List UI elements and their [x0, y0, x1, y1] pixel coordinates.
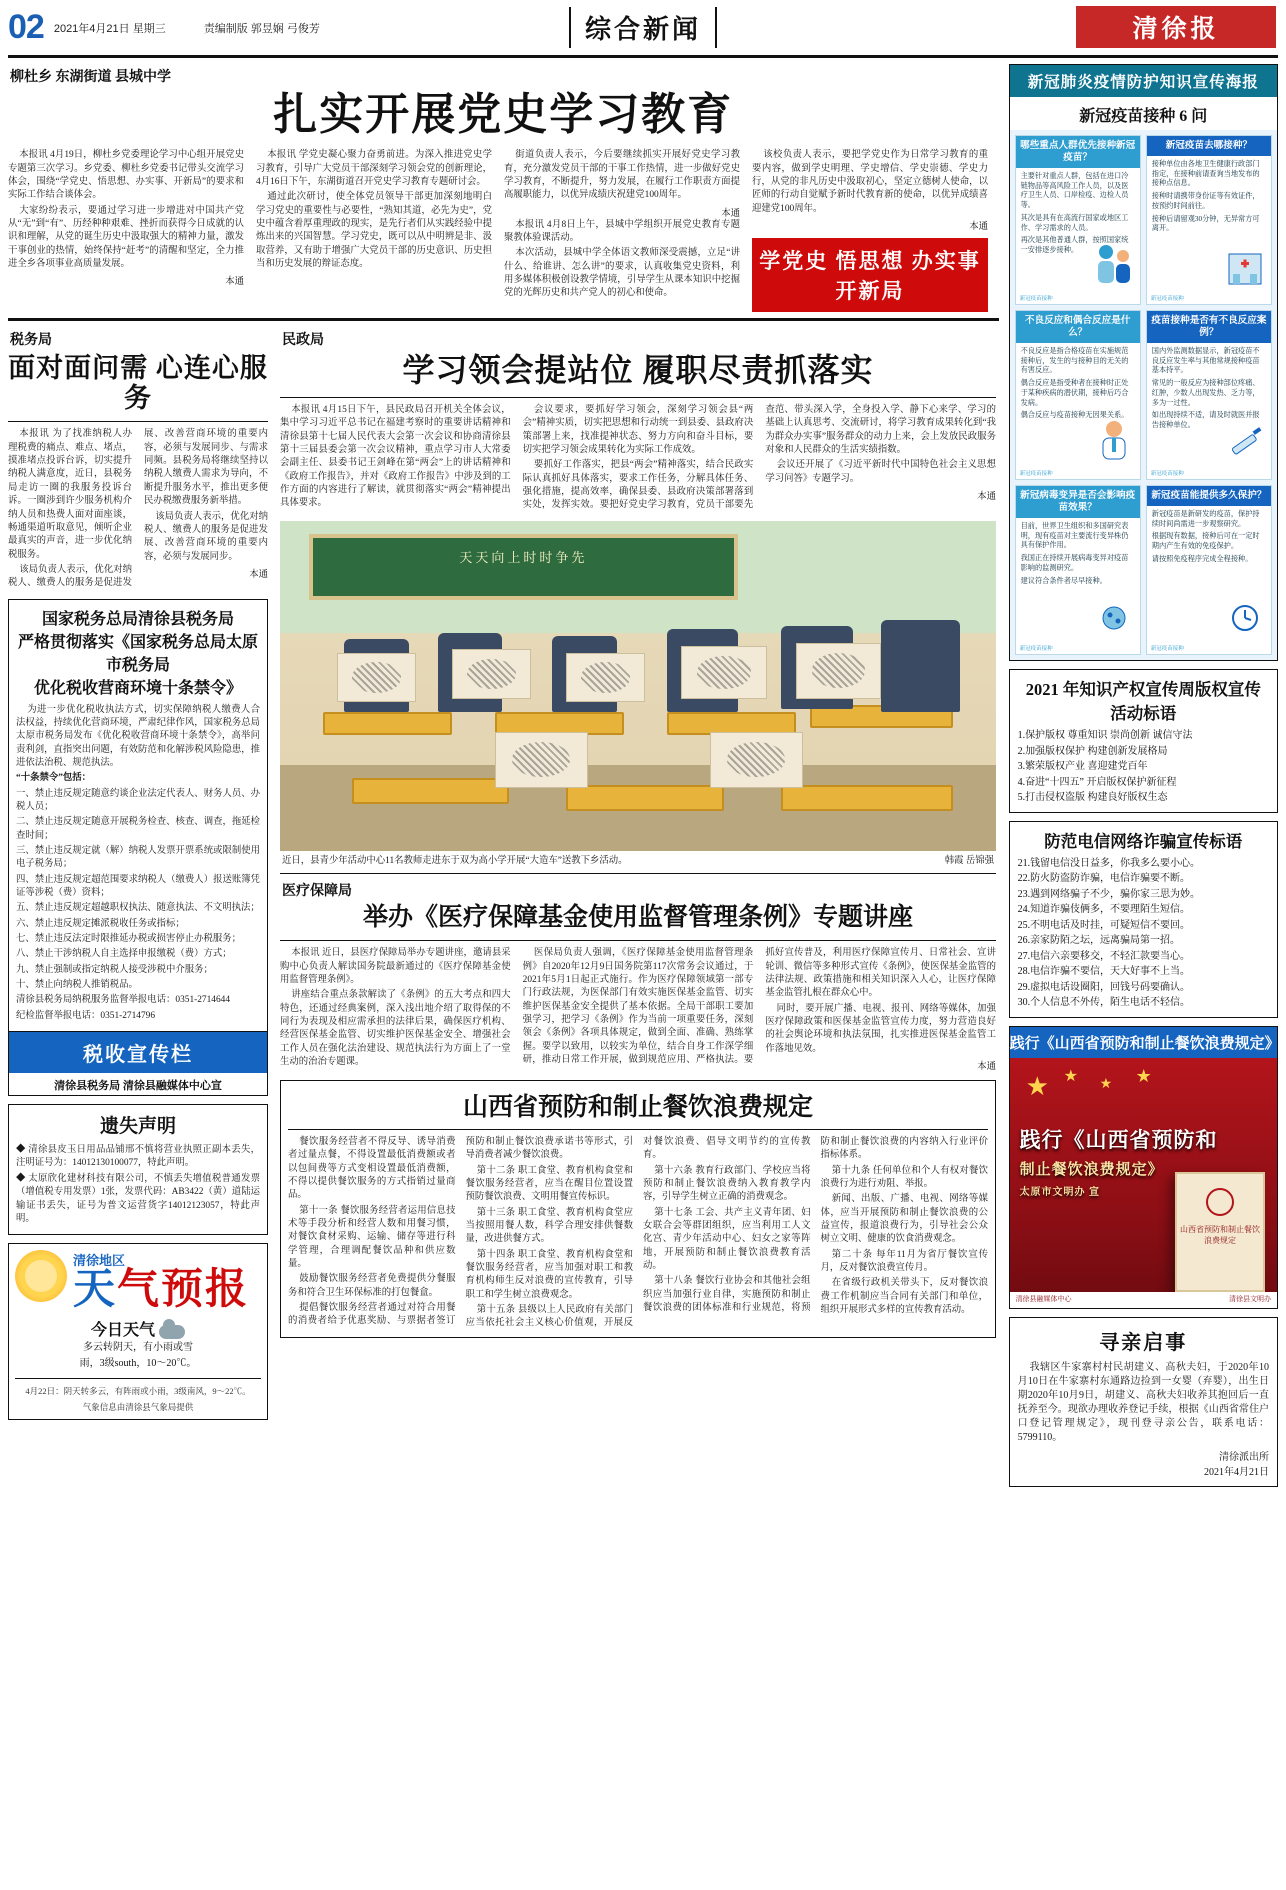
promo-title-line-1: 践行《山西省预防和: [1019, 1127, 1218, 1152]
notice-body: 我辖区牛家寨村村民胡建义、高秋夫妇，于2020年10月10日在牛家寨村东通路边捡到一女婴（弃婴），出生日期2020年10月9日，胡建义、高秋夫妇收养其抱回后一直抚养至今。现欲办理收养登记手续，根据《山西省常住户口登记管理规定》，现刊登寻亲公告，联系电话：5799110。: [1017, 1361, 1269, 1444]
divider: [280, 397, 996, 398]
byline: 本通: [249, 569, 268, 580]
paragraph: 第十四条 职工食堂、教育机构食堂和餐饮服务经营者，应当加强对职工和教育机构师生反对浪费的宣传教育，引导职工和学生树立浪费观念。: [465, 1249, 633, 1300]
paragraph: 本报讯 学党史凝心聚力奋勇前进。为深入推进党史学习教育，引导广大党员干部深刻学习领会党的创新理论，4月16日下午，东湖街道召开党史学习教育专题研讨会。: [256, 150, 492, 187]
paragraph: 第十七条 工会、共产主义青年团、妇女联合会等群团组织，应当利用工人文化宫、青少年活动中心、妇女之家等阵地，开展预防和制止餐饮浪费教育活动。: [643, 1207, 811, 1272]
card-title: 不良反应和偶合反应是什么？: [1016, 311, 1140, 343]
card-body: [1147, 156, 1271, 241]
star-icon: ★: [1135, 1065, 1152, 1086]
byline: 本通: [977, 491, 996, 502]
top-story: [8, 66, 999, 312]
weather-brand-2: 气预报: [117, 1267, 250, 1314]
vaccine-poster-head: 新冠肺炎疫情防护知识宣传海报: [1010, 65, 1277, 97]
paragraph: 要抓好工作落实，把县“两会”精神落实，结合民政实际认真抓好具体落实，要求工作任务，分解具体任务、强化措施，提高效率，确保县委、县政府决策部署落到实处，发挥实效。要把好党史学习教育，党员干部要先查范、带头深入学，全身投入学、静下心来学、学习的基础上认真思考、交流研讨，将学习教育成果转化到“我为群众办实事”服务群众的动力上来，会上发放民政服务对象和人民群众的生活实绩指数。: [522, 404, 996, 511]
card-line: 新冠疫苗是新研发的疫苗，保护持续时间尚需进一步观察研究。: [1151, 509, 1260, 528]
card-body: [1016, 518, 1140, 593]
photo-byline: 韩霞 岳锦强: [944, 855, 994, 866]
loss-declaration-title: 遗失声明: [99, 1116, 176, 1138]
paragraph: 七、禁止违反法定时限推延办税或损害停止办税服务；: [16, 934, 242, 945]
paragraph: 餐饮服务经营者不得反导、诱导消费者过量点餐，不得设置最低消费额或者以包间费等方式变相设置最低消费额，不得以提供餐饮服务的方式指销过量商品。: [288, 1137, 456, 1201]
paragraph: 该局负责人表示，优化对纳税人、缴费人的服务是促进发展、改善营商环境的重要内容，必须与发展同步、与需求同频。县税务局将继续坚持以纳税人缴费人需求为导向，不断提升服务水平，推出更多便民办税缴费服务新举措。: [8, 429, 268, 589]
card-line: 建议符合条件者尽早接种。: [1020, 576, 1107, 585]
paper-logo: 清徐报: [1076, 6, 1276, 48]
ip-slogan-item: 2.加强版权保护 构建创新发展格局: [1017, 745, 1168, 757]
paragraph: 本报讯 4月19日，柳杜乡党委理论学习中心组开展党史专题第三次学习。乡党委、柳杜乡党委书记带头交流学习体会，围绕“学党史、悟思想、办实事、开新局”的要求和实际工作结合谈体会。: [8, 150, 244, 201]
tax-promo-strip: [8, 1032, 268, 1096]
paragraph: 同时，要开展广播、电视、报刊、网络等媒体，加强医疗保障政策和医保基金监管宣传力度，努力营造良好的社会舆论环境和执法氛围，扎实推进医保基金监管工作落地见效。: [765, 1003, 996, 1054]
card-line: 再次是其他普通人群，按照国家统一安排逐步接种。: [1020, 236, 1129, 254]
paragraph: 本次活动，县城中学全体语文教师深受震撼，立足“讲什么、给谁讲、怎么讲”的要求，认真收集党史资料，利用多媒体积极创设教学情境，引导学生从课本知识中挖掘党的光辉历史和共产党人的初心和使命。: [504, 248, 740, 299]
paragraph: 第十一条 餐饮服务经营者运用信息技术等手段分析和经营人数和用餐习惯，对餐饮食材采购、运输、储存等进行科学管理，合理调配餐饮品种和供应数量。: [288, 1205, 456, 1270]
card-line: 根据现有数据，接种后可在一定时期内产生有效的免疫保护。: [1151, 532, 1260, 551]
promo-footer: [1010, 1292, 1277, 1308]
ip-slogan-item: 5.打击侵权盗版 构建良好版权生态: [1017, 792, 1168, 803]
photo-caption-row: [280, 851, 996, 868]
top-story-headline: 扎实开展党史学习教育: [273, 90, 734, 139]
paragraph: 第十八条 餐饮行业协会和其他社会组织应当加强行业自律，实施预防和制止餐饮浪费的团体标准和行业规范，将预防和制止餐饮浪费的内容纳入行业评价指标体系。: [643, 1137, 988, 1314]
paragraph: 新闻、出版、广播、电视、网络等媒体，应当开展预防和制止餐饮浪费的公益宣传，报道浪费行为，引导社会公众树立文明、健康的饮食消费观念。: [820, 1194, 988, 1245]
top-story-col-1: [8, 149, 244, 312]
paragraph: 四、禁止违反规定超范围要求纳税人（缴费人）报送账簿凭证等涉税（费）资料；: [16, 874, 260, 899]
star-icon: ★: [1099, 1076, 1113, 1092]
virus-icon: [1092, 590, 1136, 642]
weather-widget: [8, 1243, 268, 1420]
ip-slogan-box: [1009, 669, 1278, 813]
paragraph: 为进一步优化税收执法方式，切实保障纳税人缴费人合法权益，持续优化营商环境，严肃纪律作风，国家税务总局太原市税务局发布《优化税收营商环境十条禁令》，高举问责利剑，直指突出问题，有效防范和化解涉税风险隐患，推进依法治税、规范执法。: [16, 704, 260, 768]
card-line: 接种后请留观30分钟，无异常方可离开。: [1151, 214, 1260, 233]
promo-footer-left: 清徐县融媒体中心: [1015, 1294, 1072, 1303]
vaccine-card-grid: [1010, 130, 1277, 660]
desk: [352, 778, 510, 804]
card-title: 新冠疫苗能提供多久保护？: [1147, 486, 1271, 506]
star-icon: ★: [1063, 1067, 1078, 1085]
vaccine-poster-sub: 新冠疫苗接种 6 问: [1079, 108, 1208, 125]
paragraph: 二、禁止违反规定随意开展税务检查、核查、调查，拖延检查时间；: [16, 817, 260, 841]
promo-artwork: [1010, 1058, 1277, 1308]
fraud-slogan-item: 30.个人信息不外传，陌生电话不轻信。: [1017, 997, 1191, 1008]
photo-blackboard: [309, 534, 739, 600]
weather-today-row-2: 雨，3级south，10～20℃。: [79, 1358, 197, 1370]
sun-icon: [15, 1250, 67, 1302]
hospital-building-icon: [1223, 240, 1267, 292]
civil-bureau-label: 民政局: [282, 332, 324, 348]
paragraph: 该局负责人表示，优化对纳税人、缴费人的服务是促进发展、改善营商环境的重要内容，必须与发展同步。: [144, 511, 268, 562]
divider: [8, 318, 999, 321]
card-line: 偶合反应与疫苗接种无因果关系。: [1020, 411, 1129, 420]
fraud-slogan-item: 25.不明电话及时挂，可疑短信不要回。: [1017, 919, 1191, 931]
paragraph: 会议还开展了《习近平新时代中国特色社会主义思想学习问答》专题学习。: [765, 460, 996, 484]
paragraph: 第二十条 每年11月为省厅餐饮宣传月，反对餐饮浪费宣传月。: [820, 1249, 988, 1274]
syringe-icon: [1223, 415, 1267, 467]
blackboard-text: 天天向上时时争先: [459, 549, 588, 565]
paragraph: 九、禁止强制或指定纳税人接受涉税中介服务；: [16, 964, 213, 975]
paragraph: 街道负责人表示，今后要继续抓实开展好党史学习教育，充分激发党员干部的干事工作热情，进一步做好党史学习教育，不断提升，努力发展，在履行工作职责方面提高履职能力，以优异成绩庆祝建党100周年。: [504, 150, 740, 201]
desk: [781, 785, 953, 811]
tax-promo-title: 税收宣传栏: [9, 1032, 267, 1073]
tax-notice-box: [8, 599, 268, 1033]
weather-today-label: 今日天气: [90, 1322, 155, 1340]
student: [881, 620, 960, 712]
civil-article-body: [280, 404, 996, 513]
ip-slogan-title: 2021 年知识产权宣传周版权宣传活动标语: [1025, 680, 1261, 723]
card-line: 目前，世界卫生组织和多国研究表明，现有疫苗对主要流行变异株仍具有保护作用。: [1020, 521, 1129, 550]
fraud-slogan-item: 28.电信诈骗不要信，天大好事不上当。: [1017, 966, 1191, 977]
tax-bureau-label: 税务局: [10, 332, 52, 348]
divider: [15, 1378, 261, 1379]
tax-headline: 面对面问需 心连心服务: [8, 352, 268, 414]
card-line: 偶合反应是指受种者在接种时正处于某种疾病的潜伏期，接种后巧合发病。: [1020, 379, 1129, 407]
regulation-title: 山西省预防和制止餐饮浪费规定: [462, 1094, 813, 1121]
paragraph: 提倡餐饮服务经营者通过对符合用餐的消费者给予优惠奖励、与票据者签订预防和制止餐饮浪费承诺书等形式，引导消费者减少餐饮浪费。: [288, 1137, 633, 1327]
weather-brand-1: 天: [73, 1267, 118, 1314]
vaccine-card: [1015, 310, 1141, 480]
drawing-sheet: [337, 653, 416, 703]
card-line: 不良反应是指合格疫苗在实施规范接种后，发生的与接种目的无关的有害反应。: [1020, 346, 1129, 375]
food-waste-regulation-box: [280, 1080, 996, 1338]
paragraph: 六、禁止违反规定摊派税收任务或指标；: [16, 918, 185, 929]
paragraph: 清徐县税务局纳税服务监督举报电话：0351-2714644: [16, 995, 231, 1006]
paragraph: 该校负责人表示，要把学党史作为日常学习教育的重要内容，做到学史明理、学史增信、学史崇德、学史力行，从党的非凡历史中汲取初心，坚定立德树人使命，以匠师的行动自觉赋予新时代教育新的使命，以优异成绩喜迎建党100周年。: [752, 150, 988, 214]
card-tag: 新冠疫苗接种: [1150, 646, 1184, 652]
paragraph: 第十六条 教育行政部门、学校应当将预防和制止餐饮浪费纳入教育教学内容，引导学生树立正确的消费观念。: [643, 1165, 811, 1203]
tax-notice-title-2: 严格贯彻落实《国家税务总局太原市税务局: [17, 633, 258, 674]
top-story-kicker: 柳杜乡 东湖街道 县城中学: [10, 70, 171, 85]
byline: 本通: [977, 1062, 996, 1072]
editor-credits: 责编制版 郭昱娴 弓俊芳: [203, 22, 320, 35]
fraud-slogan-item: 23.遇到网络骗子不少，骗你家三思为妙。: [1017, 888, 1201, 900]
emblem-icon: [1206, 1188, 1234, 1216]
doctor-icon: [1092, 415, 1136, 467]
booklet-text: 山西省预防和制止餐饮浪费规定: [1180, 1224, 1260, 1245]
classroom-photo: [280, 521, 996, 851]
medical-headline: 举办《医疗保障基金使用监督管理条例》专题讲座: [362, 904, 913, 932]
paragraph: 大家纷纷表示，要通过学习进一步增进对中国共产党从“无”到“有”、历经种种艰难、挫折而获得今日成就的认识和理解，从党的诞生历史中汲取强大的精神力量，激发干事创业的热情，始终保持“赶考”的清醒和坚定，全力推进全乡各项事业高质量发展。: [8, 205, 244, 270]
drawing-sheet: [566, 653, 645, 703]
page-body: [8, 64, 1278, 1487]
promo-title-line-2: 制止餐饮浪费规定》: [1019, 1161, 1164, 1178]
drawing-sheet: [452, 649, 531, 699]
weather-today-row-1: 多云转阴天，有小雨或雪: [83, 1342, 193, 1354]
byline: 本通: [721, 208, 740, 219]
desk: [323, 712, 452, 735]
weather-tomorrow: 4月22日：阴天转多云，有阵雨或小雨，3级南风，9～22℃。: [25, 1386, 251, 1397]
section-title: 综合新闻: [569, 7, 717, 48]
paragraph: 本报讯 4月15日下午，县民政局召开机关全体会议，集中学习习近平总书记在福建考察时的重要讲话精神和清徐县第十七届人民代表大会第一次会议和协商清徐县第十三届县委会第一次会议精神，重点学习市人大常委会副主任、县委书记王剑峰在第“两会”上的讲话精神和《政府工作报告》，并对《政府工作报告》中涉及到的工作方面的内容进行了解读，就贯彻落实“两会”精神提出具体要求。: [280, 404, 511, 509]
card-title: 新冠病毒变异是否会影响疫苗效果？: [1016, 486, 1140, 518]
loss-declaration-box: [8, 1104, 268, 1235]
loss-item: ◆ 太原欣化建材科技有限公司，不慎丢失增值税普通发票（增值税专用发票）1张，发票代码：AB3422（黄）道陆运输证书丢失，证号为普文运营货字14012123057，特此声明。: [16, 1173, 260, 1224]
top-story-col-2: [256, 149, 492, 312]
card-tag: 新冠疫苗接种: [1019, 296, 1053, 302]
weather-logo: [15, 1250, 261, 1314]
vaccine-card: [1146, 485, 1272, 655]
paragraph: “十条禁令”包括：: [16, 773, 92, 784]
tax-notice-title-1: 国家税务总局清徐县税务局: [41, 610, 234, 628]
medical-bureau-label: 医疗保障局: [282, 884, 352, 900]
medical-article: [280, 880, 996, 1072]
left-column: [8, 327, 268, 1420]
regulation-body: [288, 1136, 988, 1331]
fraud-slogan-item: 27.电信六亲要移交，不轻汇款要当心。: [1017, 950, 1191, 962]
paragraph: 一、禁止违反规定随意约谈企业法定代表人、财务人员、办税人员；: [16, 788, 260, 812]
paragraph: 本报讯 4月8日上午，县城中学组织开展党史教育专题聚教体验课活动。: [504, 219, 740, 243]
paragraph: 本报讯 近日，县医疗保障局举办专题讲座，邀请县采购中心负责人解读国务院最新通过的《医疗保障基金使用监督管理条例》。: [280, 948, 511, 985]
card-line: 请按照免疫程序完成全程接种。: [1151, 554, 1253, 563]
notice-date: 2021年4月21日: [1204, 1466, 1269, 1478]
card-line: 主要针对重点人群，包括在进口冷链物品等高风险工作人员，以及医疗卫生人员、口岸检疫、边检人员等。: [1020, 171, 1129, 210]
paragraph: 讲座结合重点条款解读了《条例》的五大考点和四大特色，还通过经典案例，深入浅出地介绍了取得保的不同行为表现及相应需承担的法律后果，确保医疗机构、经营医保基金监管、切实维护医保基金安全、增强社会工作人员在强化法治建设、规范执法行为方面上了一堂生动的治治专题课。: [280, 990, 511, 1067]
ip-slogan-item: 3.繁荣版权产业 喜迎建党百年: [1017, 761, 1148, 772]
publication-date: 2021年4月21日 星期三: [53, 22, 166, 35]
desk: [566, 785, 724, 811]
paragraph: 第十九条 任何单位和个人有权对餐饮浪费行为进行劝阻、举报。: [820, 1165, 988, 1190]
tax-article-body: [8, 428, 268, 590]
byline: 本通: [225, 277, 244, 288]
paragraph: 第十二条 职工食堂、教育机构食堂和餐饮服务经营者，应当在醒目位置设置预防餐饮浪费、文明用餐宣传标识。: [465, 1165, 633, 1203]
slogan-banner: 学党史 悟思想 办实事 开新局: [752, 238, 988, 312]
page-number: 02: [8, 8, 44, 46]
fraud-slogan-item: 24.知道诈骗伎俩多，不要理陌生短信。: [1017, 904, 1191, 915]
vaccine-card: [1146, 135, 1272, 305]
card-body: [1147, 506, 1271, 572]
card-title: 疫苗接种是否有不良反应案例？: [1147, 311, 1271, 343]
photo-block: [280, 521, 996, 868]
card-title: 哪些重点人群优先接种新冠疫苗？: [1016, 136, 1140, 168]
card-tag: 新冠疫苗接种: [1150, 296, 1184, 302]
paragraph: 八、禁止干涉纳税人自主选择申报缴税（费）方式；: [16, 949, 232, 960]
tax-promo-sub: 清徐县税务局 清徐县融媒体中心宣: [54, 1080, 222, 1093]
vaccine-poster: [1009, 64, 1278, 661]
top-story-col-3: [504, 149, 740, 312]
vaccine-card: [1015, 485, 1141, 655]
fraud-slogan-item: 21.钱留电信没日益多，你我多么要小心。: [1017, 857, 1201, 869]
mid-column: [280, 327, 996, 1420]
paragraph: 第十三条 职工食堂、教育机构食堂应当按照用餐人数，科学合理安排供餐数量，改进供餐方式。: [465, 1207, 633, 1245]
card-line: 接种时请携带身份证等有效证件，按预约时间前往。: [1151, 192, 1260, 210]
notice-signer: 清徐派出所: [1219, 1451, 1269, 1463]
masthead: [8, 0, 1278, 58]
card-tag: 新冠疫苗接种: [1150, 471, 1184, 477]
fraud-slogan-box: [1009, 821, 1278, 1018]
drawing-sheet: [681, 646, 767, 699]
drawing-sheet: [710, 732, 803, 788]
top-story-col-4: [752, 149, 988, 312]
loss-item: ◆ 清徐县皮玉日用品品铺邢不慎将营业执照正副本丢失，注明证号为：14012130100077，特此声明。: [16, 1145, 260, 1169]
card-line: 接种单位由各地卫生健康行政部门指定，在接种前请查询当地发布的接种点信息。: [1151, 159, 1260, 188]
byline: 本通: [969, 221, 988, 232]
civil-headline: 学习领会提站位 履职尽责抓落实: [402, 351, 874, 388]
card-title: 新冠疫苗去哪接种？: [1147, 136, 1271, 156]
clock-icon: [1223, 590, 1267, 642]
photo-caption: 近日，县青少年活动中心11名教师走进东于双为高小学开展“大造车”送教下乡活动。: [282, 855, 628, 866]
drawing-sheet: [796, 643, 882, 699]
weather-region: 清徐地区: [73, 1253, 126, 1269]
people-illustration-icon: [1092, 240, 1136, 292]
vaccine-card: [1015, 135, 1141, 305]
notice-title: 寻亲启事: [1099, 1331, 1188, 1354]
right-column: [1009, 64, 1278, 1487]
paragraph: 十、禁止向纳税人推销税品。: [16, 980, 138, 991]
fraud-slogan-item: 29.虚拟电话设圈阳，回钱号码要确认。: [1017, 981, 1191, 993]
divider: [8, 421, 268, 422]
star-icon: ★: [1025, 1071, 1049, 1101]
ip-slogan-item: 1.保护版权 尊重知识 崇尚创新 诚信守法: [1017, 730, 1193, 741]
promo-head: 践行《山西省预防和制止餐饮浪费规定》: [1010, 1027, 1277, 1058]
paragraph: 三、禁止违反规定就（解）纳税人发票开票系统或限制使用电子税务局；: [16, 846, 260, 870]
card-line: 国内外监测数据显示，新冠疫苗不良反应发生率与其他常规接种疫苗基本持平。: [1151, 346, 1260, 375]
tax-notice-title-3: 优化税收营商环境十条禁令》: [33, 679, 242, 697]
fraud-slogan-item: 22.防火防盗防诈骗，电信诈骗要不断。: [1017, 873, 1191, 884]
medical-article-body: [280, 947, 996, 1072]
divider: [280, 940, 996, 941]
card-tag: 新冠疫苗接种: [1019, 646, 1053, 652]
paragraph: 五、禁止违反规定超越职权执法、随意执法、不文明执法；: [16, 903, 260, 914]
paragraph: 本报讯 为了找准纳税人办理税费的痛点、难点、堵点，摸准堵点投诉台诉，切实提升纳税人满意度，近日，县税务局走访一圈的我服务投诉台诉。一圈涉到许少服务机构介纳人员和热费人面对面座谈，畅通渠道听取意见，倾听企业最真实的声音，进一步优化纳税服务。: [8, 429, 132, 560]
paragraph: 鼓励餐饮服务经营者免费提供分餐服务和符合卫生环保标准的打包餐盒。: [288, 1274, 456, 1298]
ip-slogan-item: 4.奋进“十四五” 开启版权保护新征程: [1017, 776, 1177, 788]
card-line: 我国正在持续开展病毒变异对疫苗影响的监测研究。: [1020, 554, 1129, 572]
weather-source: 气象信息由清徐县气象局提供: [82, 1402, 194, 1413]
paragraph: 纪检监督举报电话：0351-2714796: [16, 1010, 156, 1021]
card-line: 如出现持续不适，请及时就医并报告接种单位。: [1151, 411, 1260, 429]
paragraph: 在省级行政机关带头下，反对餐饮浪费工作机制应当合同有关部门和单位，组织开展形式多样的宣传教育活动。: [820, 1278, 988, 1316]
weather-brand: [73, 1267, 250, 1314]
food-waste-promo: [1009, 1026, 1278, 1309]
card-line: 常见的一般反应为接种部位疼痛、红肿，少数人出现发热、乏力等，多为一过性。: [1151, 379, 1260, 407]
paragraph: 第十五条 县级以上人民政府有关部门应当依托社会主义核心价值观，开展反对餐饮浪费、倡导文明节约的宣传教育。: [465, 1137, 811, 1329]
paragraph: 医保局负责人强调，《医疗保障基金使用监督管理条例》自2020年12月9日国务院第117次常务会议通过，于2021年5月1日起正式施行。作为医疗保障领域第一部专门行政法规，为医保部门有效实施医保基金监管、切实维护医保基金安全提供了基本依据。全局干部职工要加强学习，把学习《条例》作为当前一项重要任务，深刻领会《条例》各项具体规定，做到全面、准确、熟练掌握。要学以致用，以较实为单位，结合自身工作深学细研，推动日常工作开展，做到规范应用、严格执法。要抓好宣传普及，利用医疗保障宣传月、日常社会、宣讲轮训、微信等多种形式宣传《条例》，使医保基金监管的法律法规、政策措施和相关知识深入人心，让医疗保障基金监管扎根在群众心中。: [522, 948, 996, 1065]
card-tag: 新冠疫苗接种: [1019, 471, 1053, 477]
fraud-slogan-title: 防范电信网络诈骗宣传标语: [1044, 831, 1243, 851]
cloud-icon: [159, 1325, 185, 1339]
fraud-slogan-item: 26.亲家防陌之坛，远离骗局第一招。: [1017, 935, 1181, 946]
drawing-sheet: [495, 732, 588, 788]
paragraph: 通过此次研讨，使全体党员领导干部更加深刻地明白学习党史的重要性与必要性，“熟知其道，必先为史”，党史中蕴含着厚重理政的现实，是先行者们从实践经验中提炼出来的兴国智慧。学习党史，既可以从中明辨是非、汲取营养，又有助于增强广大党员干部的历史意识、历史担当和历史发展的辩证态度。: [256, 192, 492, 270]
divider: [280, 873, 996, 874]
promo-footer-right: 清徐县文明办: [1229, 1294, 1271, 1303]
promo-subtitle: 太原市文明办 宣: [1019, 1186, 1101, 1198]
weather-today-title: [15, 1317, 261, 1340]
divider: [288, 1129, 988, 1130]
vaccine-card: [1146, 310, 1272, 480]
paragraph: 会议要求，要抓好学习领会，深刻学习领会县“两会”精神实质，切实把思想和行动统一到县委、县政府决策部署上来，找准提神状态、努力方向和奋斗目标，要切实把学习领会成果转化为实际工作成效。: [522, 404, 754, 455]
missing-relative-notice: [1009, 1317, 1278, 1487]
card-line: 其次是具有在高流行国家或地区工作、学习需求的人员。: [1020, 213, 1129, 232]
regulation-booklet: [1175, 1172, 1265, 1292]
